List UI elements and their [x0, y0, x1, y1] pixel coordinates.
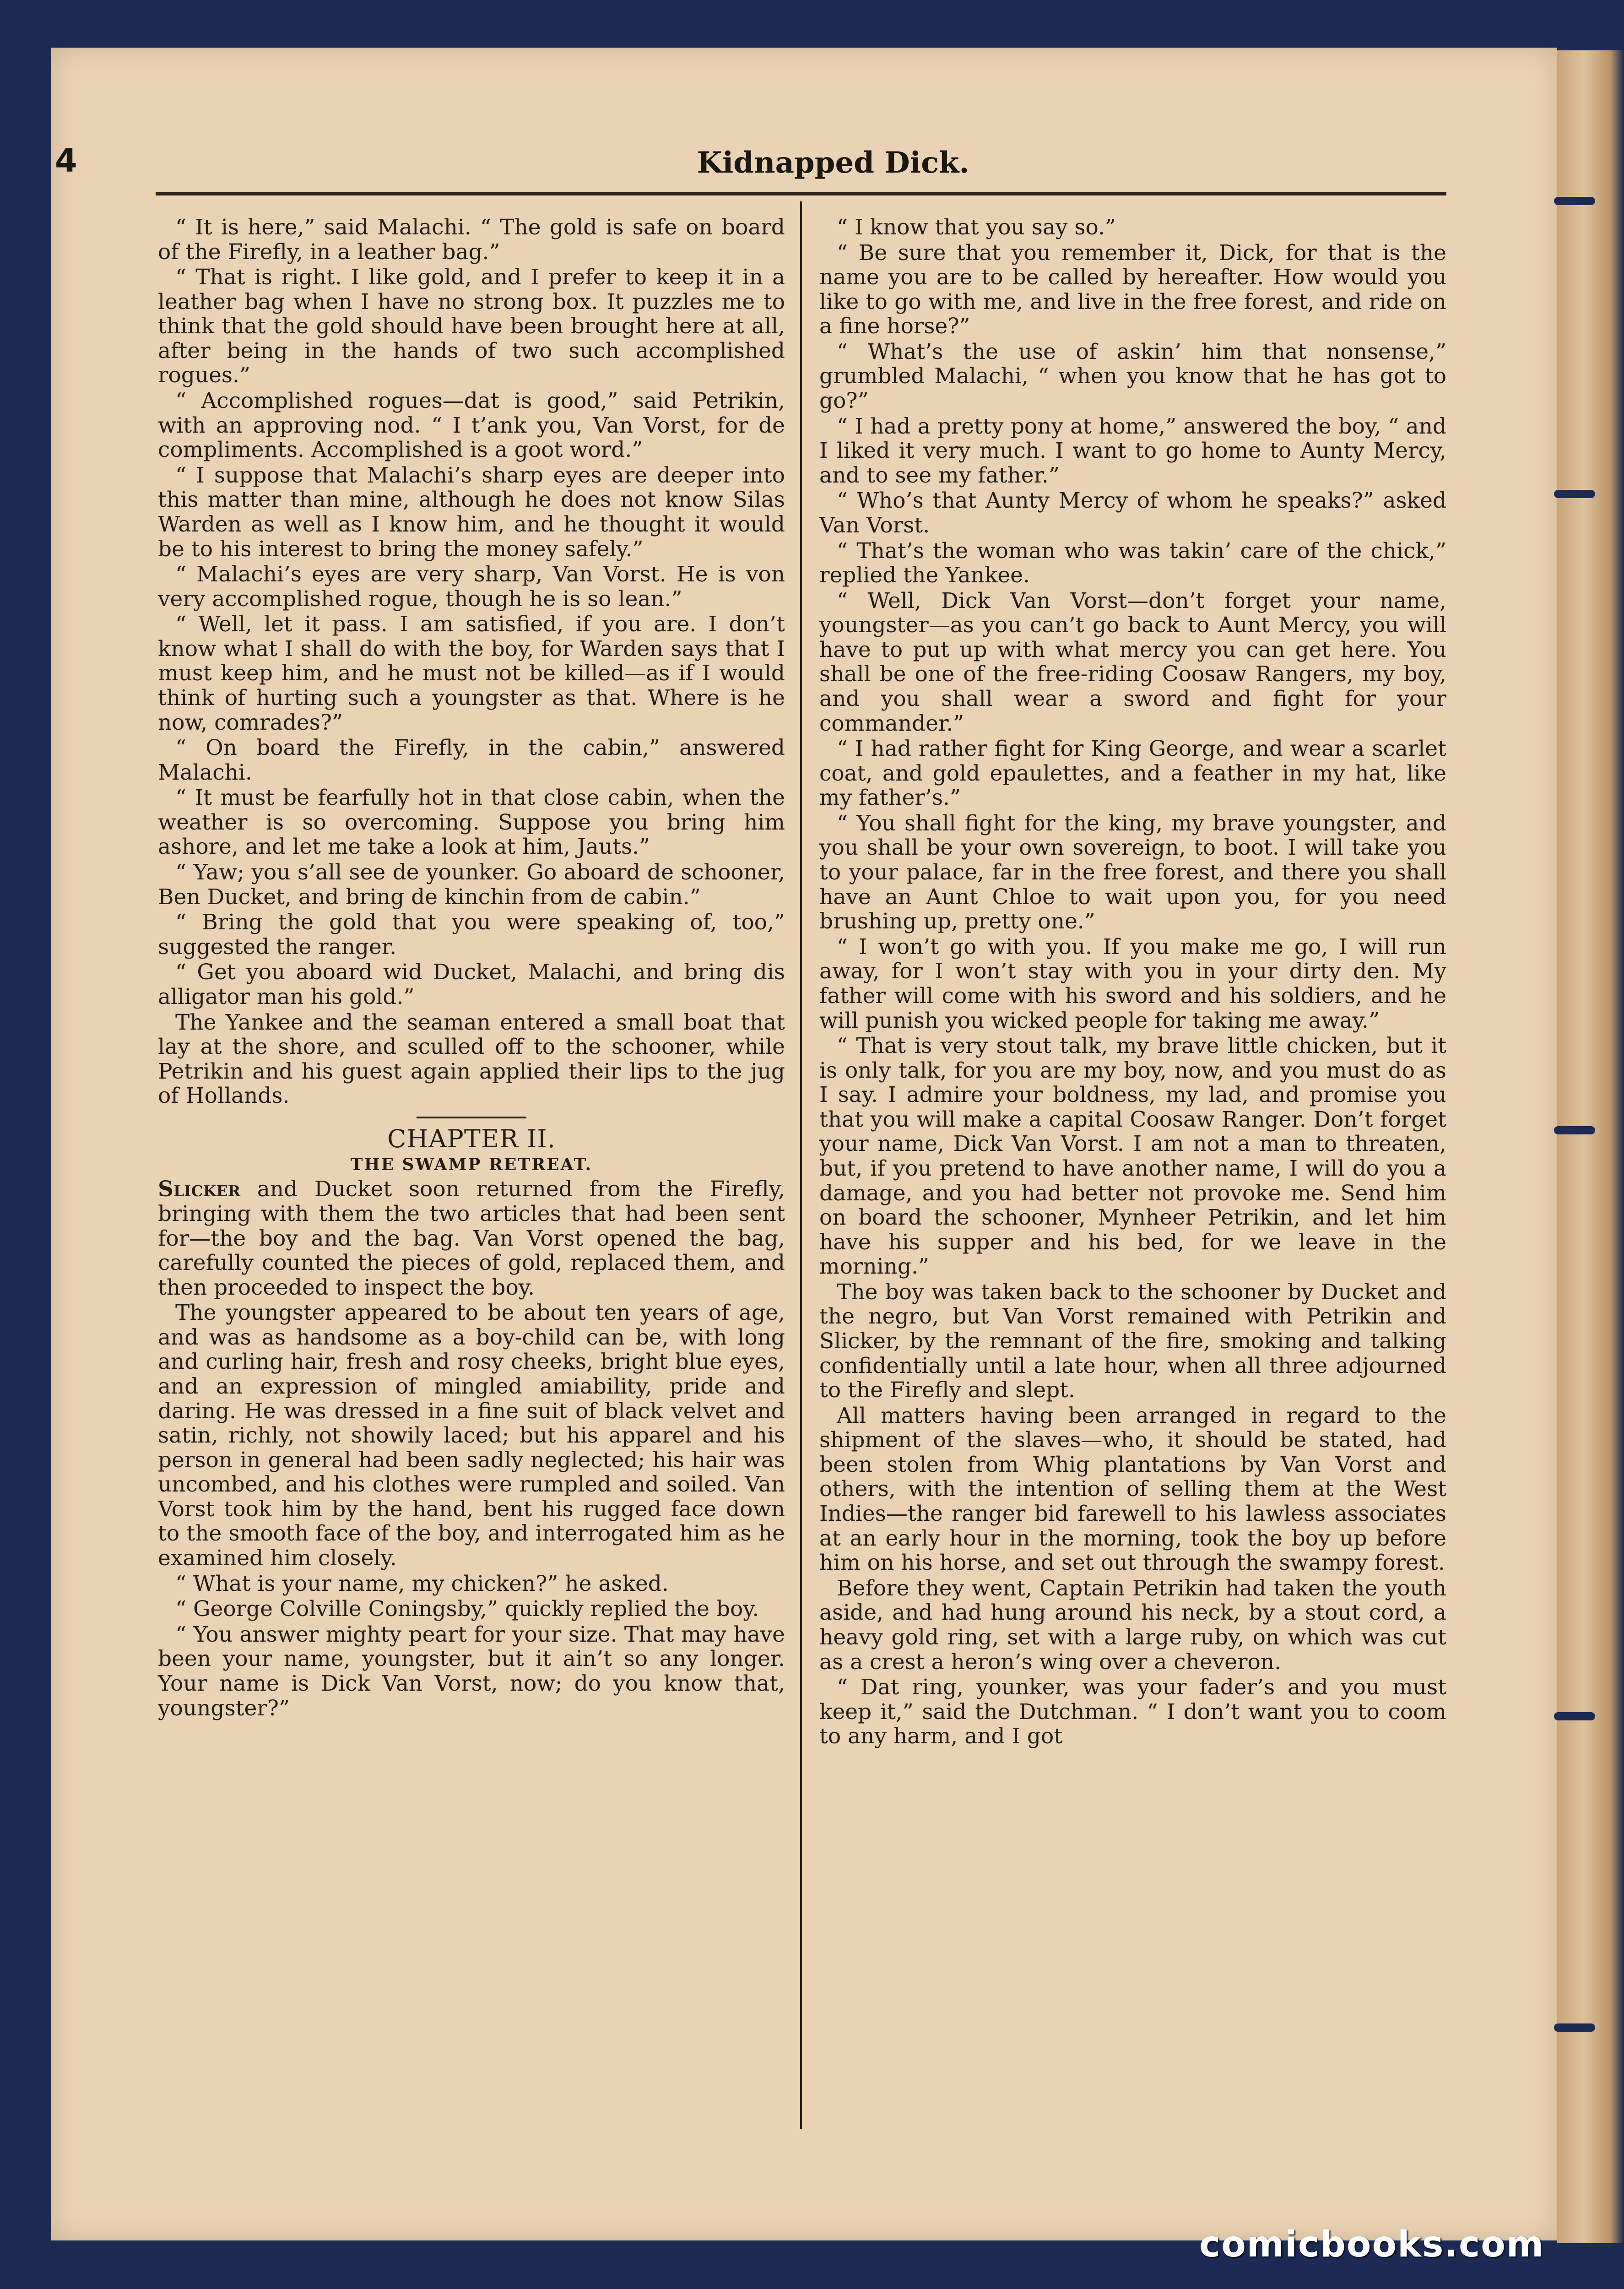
- paragraph: “ What’s the use of askin’ him that nonsense,” grumbled Malachi, “ when you know that he has got to go?”: [819, 339, 1446, 414]
- paragraph: “ Malachi’s eyes are very sharp, Van Vorst. He is von very accomplished rogue, though he is so lean.”: [158, 562, 785, 612]
- paragraph: “ George Colville Coningsby,” quickly replied the boy.: [175, 1596, 759, 1622]
- page-number: 4: [55, 142, 77, 179]
- paragraph: “ That is right. I like gold, and I prefer to keep it in a leather bag when I have no strong box. It puzzles me to think that the gold should have been brought here at all, after being in the hands of two such accomplished rogues.”: [158, 265, 785, 388]
- chapter-lead-word: Slicker: [158, 1177, 241, 1202]
- paragraph: “ On board the Firefly, in the cabin,” answered Malachi.: [158, 735, 785, 785]
- paragraph: “ What is your name, my chicken?” he asked.: [175, 1571, 669, 1596]
- binding-spine: [1557, 50, 1624, 2243]
- right-paragraphs: [819, 215, 1446, 1749]
- left-paragraphs-after-chapter: [158, 1301, 785, 1720]
- paragraph: “ Well, let it pass. I am satisfied, if you are. I don’t know what I shall do with the boy, for Warden says that I must keep him, and he must not be killed—as if I would think of hurting such a youngster as that. Where is he now, comrades?”: [158, 612, 785, 735]
- paragraph: “ Be sure that you remember it, Dick, for that is the name you are to be called by hereafter. How would you like to go with me, and live in the free forest, and ride on a fine horse?”: [819, 240, 1446, 339]
- binding-stitch: [1554, 490, 1595, 498]
- paragraph: “ Dat ring, younker, was your fader’s and you must keep it,” said the Dutchman. “ I don’t want you to coom to any harm, and I got: [819, 1675, 1446, 1749]
- watermark: comicbooks.com: [1199, 2224, 1545, 2265]
- paragraph: “ Get you aboard wid Ducket, Malachi, and bring dis alligator man his gold.”: [158, 960, 785, 1009]
- paragraph: “ Who’s that Aunty Mercy of whom he speaks?” asked Van Vorst.: [819, 488, 1446, 538]
- column-divider: [800, 201, 802, 2129]
- paragraph: “ I had rather fight for King George, and wear a scarlet coat, and gold epaulettes, and a feather in my hat, like my father’s.”: [819, 736, 1446, 811]
- paragraph: The boy was taken back to the schooner by Ducket and the negro, but Van Vorst remained with Petrikin and Slicker, by the remnant of the fire, smoking and talking confidentially until a late hour, when all three adjourned to the Firefly and slept.: [819, 1279, 1446, 1403]
- paragraph: “ Accomplished rogues—dat is good,” said Petrikin, with an approving nod. “ I t’ank you, Van Vorst, for de compliments. Accomplished is a goot word.”: [158, 388, 785, 463]
- binding-stitch: [1554, 197, 1595, 205]
- paragraph: “ I know that you say so.”: [837, 215, 1116, 240]
- chapter-title: CHAPTER II.: [387, 1124, 556, 1153]
- paragraph: “ It is here,” said Malachi. “ The gold is safe on board of the Firefly, in a leather bag.”: [158, 215, 785, 265]
- paragraph: “ You answer mighty peart for your size. That may have been your name, youngster, but it ain’t so any longer. Your name is Dick Van Vorst, now; do you know that, youngster?”: [158, 1622, 785, 1721]
- right-column: [819, 215, 1446, 1750]
- paragraph: “ That is very stout talk, my brave little chicken, but it is only talk, for you are my boy, now, and you must do as I say. I admire your boldness, my lad, and promise you that you will make a capital Coosaw Ranger. Don’t forget your name, Dick Van Vorst. I am not a man to threaten, but, if you pretend to have another name, I will do you a damage, and you had better not provoke me. Send him on board the schooner, Mynheer Petrikin, and let him have his supper and his bed, for we leave in the morning.”: [819, 1033, 1446, 1280]
- paragraph: “ That’s the woman who was takin’ care of the chick,” replied the Yankee.: [819, 538, 1446, 588]
- binding-stitch: [1554, 1712, 1595, 1720]
- binding-stitch: [1554, 1126, 1595, 1134]
- running-title: Kidnapped Dick.: [697, 146, 969, 180]
- paragraph: “ You shall fight for the king, my brave youngster, and you shall be your own sovereign, to boot. I will take you to your palace, far in the free forest, and there you shall have an Aunt Chloe to wait upon you, for you need brushing up, pretty one.”: [819, 810, 1446, 934]
- paragraph: “ I won’t go with you. If you make me go, I will run away, for I won’t stay with you in your dirty den. My father will come with his sword and his soldiers, and he will punish you wicked people for taking me away.”: [819, 934, 1446, 1033]
- chapter-first-paragraph-text: and Ducket soon returned from the Firefly, bringing with them the two articles that had been sent for—the boy and the bag. Van Vorst opened the bag, carefully counted the pieces of gold, replaced them, and then proceeded to inspect the boy.: [158, 1177, 785, 1300]
- paragraph: Before they went, Captain Petrikin had taken the youth aside, and had hung around his neck, by a stout cord, a heavy gold ring, set with a large ruby, on which was cut as a crest a heron’s wing over a cheveron.: [819, 1575, 1446, 1675]
- paragraph: All matters having been arranged in regard to the shipment of the slaves—who, it should be stated, had been stolen from Whig plantations by Van Vorst and others, with the intention of selling them at the West Indies—the ranger bid farewell to his lawless associates at an early hour in the morning, took the boy up before him on his horse, and set out through the swampy forest.: [819, 1403, 1446, 1576]
- paragraph: “ Well, Dick Van Vorst—don’t forget your name, youngster—as you can’t go back to Aunt Mercy, you will have to put up with what mercy you can get here. You shall be one of the free-riding Coosaw Rangers, my boy, and you shall wear a sword and fight for your commander.”: [819, 588, 1446, 736]
- left-paragraphs-before-chapter: [158, 215, 785, 1108]
- paragraph: “ I had a pretty pony at home,” answered the boy, “ and I liked it very much. I want to go home to Aunty Mercy, and to see my father.”: [819, 413, 1446, 488]
- paragraph: The Yankee and the seaman entered a small boat that lay at the shore, and sculled off to the schooner, while Petrikin and his guest again applied their lips to the jug of Hollands.: [158, 1009, 785, 1109]
- header-rule: [156, 192, 1446, 195]
- chapter-rule: [417, 1117, 526, 1118]
- paragraph: “ It must be fearfully hot in that close cabin, when the weather is so overcoming. Suppose you bring him ashore, and let me take a look at him, Jauts.”: [158, 785, 785, 860]
- paragraph: “ I suppose that Malachi’s sharp eyes are deeper into this matter than mine, although he does not know Silas Warden as well as I know him, and he thought it would be to his interest to bring the money safely.”: [158, 462, 785, 562]
- left-column: [158, 215, 785, 1721]
- paragraph: “ Bring the gold that you were speaking of, too,” suggested the ranger.: [158, 910, 785, 960]
- paragraph: The youngster appeared to be about ten years of age, and was as handsome as a boy-child can be, with long and curling hair, fresh and rosy cheeks, bright blue eyes, and an expression of mingled amiability, pride and daring. He was dressed in a fine suit of black velvet and satin, richly, not showily laced; but his apparel and his person in general had been sadly neglected; his hair was uncombed, and his clothes were rumpled and soiled. Van Vorst took him by the hand, bent his rugged face down to the smooth face of the boy, and interrogated him as he examined him closely.: [158, 1300, 785, 1571]
- binding-stitch: [1554, 2023, 1595, 2032]
- paragraph: “ Yaw; you s’all see de younker. Go aboard de schooner, Ben Ducket, and bring de kinchin from de cabin.”: [158, 860, 785, 910]
- chapter-subtitle: THE SWAMP RETREAT.: [350, 1155, 593, 1175]
- chapter-first-paragraph: [158, 1177, 785, 1300]
